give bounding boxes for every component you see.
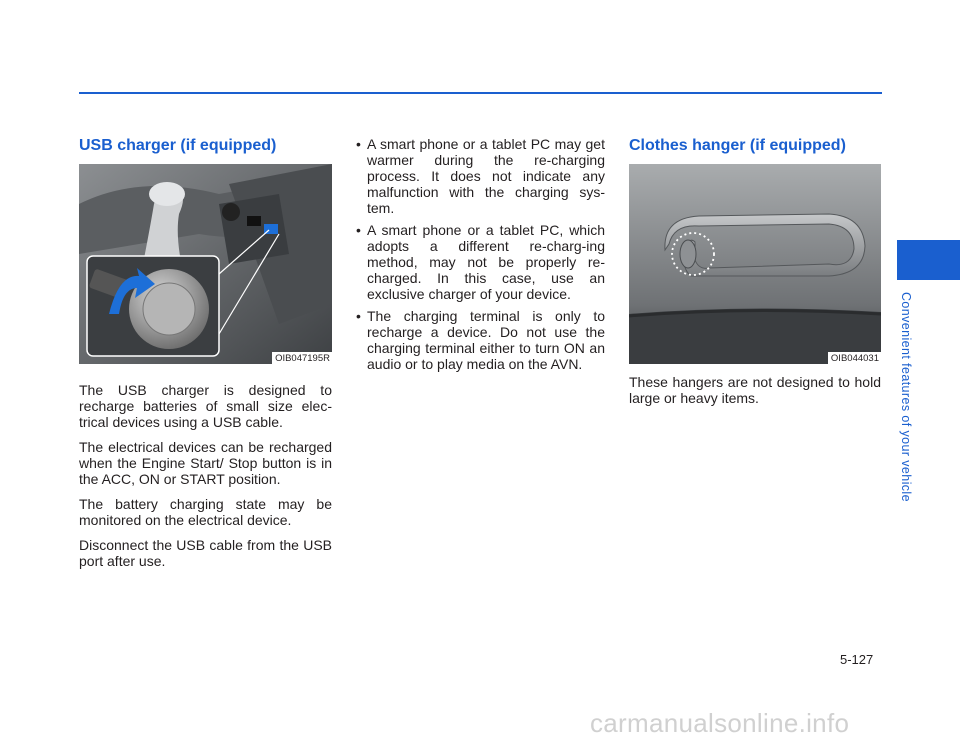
- hanger-paragraph: These hangers are not designed to hold large or heavy items.: [629, 374, 881, 406]
- hanger-column: [629, 136, 881, 415]
- caution-list: [354, 136, 605, 372]
- usb-column: [79, 136, 332, 578]
- usb-port-illustration: [79, 164, 332, 364]
- section-tab: [897, 240, 960, 280]
- usb-paragraph: The electrical devices can be recharged when the Engine Start/ Stop button is in the ACC, ON or START position.: [79, 439, 332, 487]
- hanger-heading: Clothes hanger (if equipped): [629, 137, 846, 154]
- hanger-figure: [629, 164, 881, 364]
- section-side-label: [899, 292, 923, 532]
- usb-figure-code: OIB047195R: [272, 352, 332, 364]
- hanger-figure-code: OIB044031: [828, 352, 881, 364]
- usb-body: [79, 382, 332, 569]
- usb-paragraph: Disconnect the USB cable from the USB port after use.: [79, 537, 332, 569]
- watermark: carmanualsonline.info: [590, 708, 850, 738]
- bullet-column: [354, 136, 605, 378]
- list-item: • A smart phone or a tablet PC, which adopts a different re-charg-ing method, may not be properly re-charged. In this case, use an exclusive charger of your device.: [354, 222, 605, 302]
- usb-paragraph: The battery charging state may be monitored on the electrical device.: [79, 496, 332, 528]
- section-side-label-text: Convenient features of your vehicle: [899, 292, 913, 502]
- usb-heading: USB charger (if equipped): [79, 137, 277, 154]
- page-number: 5-127: [840, 652, 874, 667]
- clothes-hanger-illustration: [629, 164, 881, 364]
- list-item: • A smart phone or a tablet PC may get warmer during the re-charging process. It does not indicate any malfunction with the charging sys-tem.: [354, 136, 605, 216]
- list-item: • The charging terminal is only to recharge a device. Do not use the charging terminal either to turn ON an audio or to play media on the AVN.: [354, 308, 605, 372]
- usb-figure: [79, 164, 332, 364]
- header-rule: [79, 92, 882, 94]
- usb-paragraph: The USB charger is designed to recharge batteries of small size elec-trical devices using a USB cable.: [79, 382, 332, 430]
